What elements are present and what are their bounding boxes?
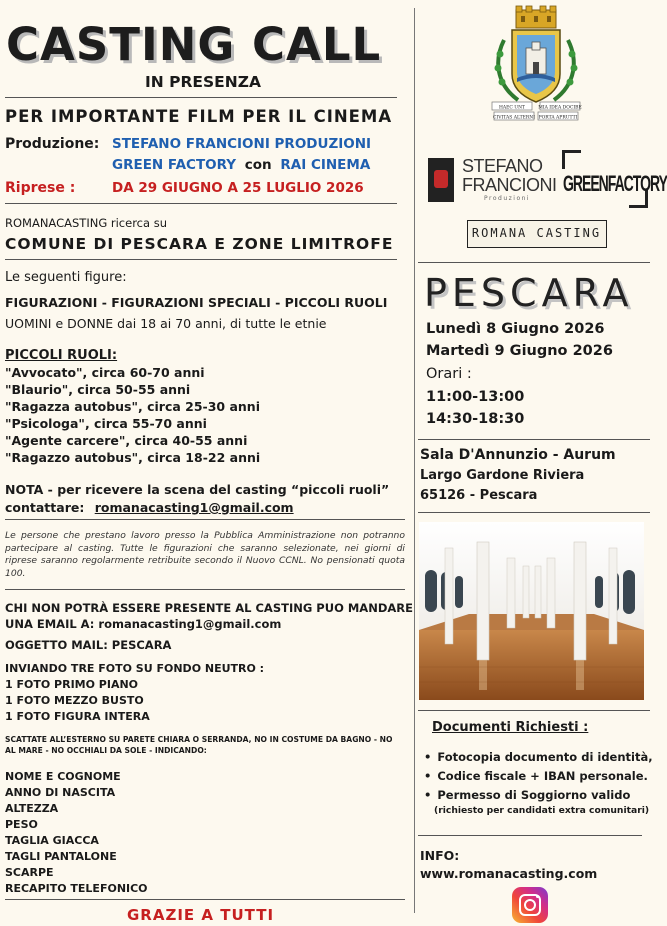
figures-intro: Le seguenti figure: xyxy=(5,270,127,285)
thanks-text: GRAZIE A TUTTI xyxy=(127,906,275,924)
list-item: "Psicologa", circa 55-70 anni xyxy=(5,416,207,431)
page-subtitle: IN PRESENZA xyxy=(145,73,261,91)
venue-street: Largo Gardone Riviera xyxy=(420,468,585,483)
list-item: • Permesso di Soggiorno valido xyxy=(424,788,631,802)
production-label: Produzione: xyxy=(5,136,100,152)
production-line-2 xyxy=(112,157,370,173)
bullet-icon: • xyxy=(424,750,432,764)
schedule-hours-label: Orari : xyxy=(426,366,472,382)
divider xyxy=(418,835,642,836)
list-item: ALTEZZA xyxy=(5,802,59,815)
divider xyxy=(5,259,397,260)
francioni-mark-icon xyxy=(428,158,454,202)
note-contact xyxy=(5,499,294,516)
francioni-name-1: STEFANO xyxy=(462,156,543,176)
shoot-dates: DA 29 GIUGNO A 25 LUGLIO 2026 xyxy=(112,180,364,196)
contact-email-link[interactable]: romanacasting1@gmail.com xyxy=(94,500,294,515)
column-divider xyxy=(414,8,415,913)
fields-list xyxy=(5,769,148,897)
info-website-link[interactable]: www.romanacasting.com xyxy=(420,866,598,881)
list-item: RECAPITO TELEFONICO xyxy=(5,882,148,895)
list-item: NOME E COGNOME xyxy=(5,770,121,783)
divider xyxy=(418,512,650,513)
list-item: 1 FOTO PRIMO PIANO xyxy=(5,678,139,691)
venue-city: 65126 - Pescara xyxy=(420,488,538,503)
list-item: PESO xyxy=(5,818,38,831)
list-item: "Ragazzo autobus", circa 18-22 anni xyxy=(5,450,261,465)
crest-ribbon-text: CIVITAS ALTERNI xyxy=(492,115,536,121)
green-factory-text: GREEN FACTORY xyxy=(112,157,237,173)
list-item: "Ragazza autobus", circa 25-30 anni xyxy=(5,399,260,414)
photos-list xyxy=(5,677,150,725)
list-item: • Codice fiscale + IBAN personale. xyxy=(424,769,648,783)
rai-cinema-text: RAI CINEMA xyxy=(280,157,371,173)
bullet-icon: • xyxy=(424,788,432,802)
shoot-label: Riprese : xyxy=(5,180,76,196)
info-label: INFO: xyxy=(420,848,460,863)
crest-ribbon-text: HAEC UNT xyxy=(498,105,526,111)
schedule-day-2: Martedì 9 Giugno 2026 xyxy=(426,343,613,359)
documents-list xyxy=(424,748,653,805)
roles-list xyxy=(5,364,260,466)
schedule-time-2: 14:30-18:30 xyxy=(426,411,525,427)
documents-heading: Documenti Richiesti : xyxy=(432,720,589,735)
page-title: CASTING CALL xyxy=(6,18,382,71)
francioni-tag: Produzioni xyxy=(484,195,531,202)
romana-casting-text: ROMANA CASTING xyxy=(471,226,602,240)
greenfactory-text: GREENFACTORY xyxy=(563,170,667,196)
francioni-name-2: FRANCIONI xyxy=(462,175,557,195)
divider xyxy=(5,519,405,520)
list-item: 1 FOTO FIGURA INTERA xyxy=(5,710,150,723)
list-item: "Avvocato", circa 60-70 anni xyxy=(5,365,205,380)
list-item: • Fotocopia documento di identità, xyxy=(424,750,653,764)
divider xyxy=(5,899,405,900)
instagram-icon[interactable] xyxy=(512,887,548,923)
contact-label: contattare: xyxy=(5,500,85,515)
bullet-icon: • xyxy=(424,769,432,783)
tagline: PER IMPORTANTE FILM PER IL CINEMA xyxy=(5,107,393,126)
crest-ribbon-text: PORTA APRUTTI xyxy=(538,115,578,121)
remote-line-2: UNA EMAIL A: romanacasting1@gmail.com xyxy=(5,617,282,631)
divider xyxy=(5,97,397,98)
city-heading: PESCARA xyxy=(424,271,634,315)
pescara-crest-logo xyxy=(488,4,584,128)
search-intro: ROMANACASTING ricerca su xyxy=(5,216,167,230)
schedule-time-1: 11:00-13:00 xyxy=(426,389,525,405)
divider xyxy=(418,262,650,263)
list-item: "Agente carcere", circa 40-55 anni xyxy=(5,433,248,448)
remote-line-1: CHI NON POTRÀ ESSERE PRESENTE AL CASTING PUO MANDARE xyxy=(5,601,413,615)
con-text: con xyxy=(244,157,272,173)
divider xyxy=(5,203,397,204)
list-item: ANNO DI NASCITA xyxy=(5,786,116,799)
romana-casting-logo xyxy=(467,220,607,248)
greenfactory-logo xyxy=(562,150,667,208)
production-line-1: STEFANO FRANCIONI PRODUZIONI xyxy=(112,136,372,152)
photo-note: SCATTATE ALL’ESTERNO SU PARETE CHIARA O SERRANDA, NO IN COSTUME DA BAGNO - NO AL MARE - NO OCCHIALI DA SOLE - INDICANDO: xyxy=(5,735,393,755)
divider xyxy=(5,589,405,590)
venue-name: Sala D'Annunzio - Aurum xyxy=(420,447,616,463)
list-item: TAGLI PANTALONE xyxy=(5,850,117,863)
note-line: NOTA - per ricevere la scena del casting “piccoli ruoli” xyxy=(5,482,390,497)
roles-heading: PICCOLI RUOLI: xyxy=(5,348,118,363)
photos-heading: INVIANDO TRE FOTO SU FONDO NEUTRO : xyxy=(5,662,265,675)
crest-ribbon-text: MIA IDEA DOCIBE xyxy=(538,105,582,111)
documents-note: (richiesto per candidati extra comunitari) xyxy=(434,805,650,816)
schedule-day-1: Lunedì 8 Giugno 2026 xyxy=(426,321,605,337)
search-area: COMUNE DI PESCARA E ZONE LIMITROFE xyxy=(5,235,394,253)
francioni-logo xyxy=(428,158,556,204)
mail-subject: OGGETTO MAIL: PESCARA xyxy=(5,638,172,652)
list-item: TAGLIA GIACCA xyxy=(5,834,99,847)
divider xyxy=(418,439,650,440)
divider xyxy=(418,710,650,711)
list-item: SCARPE xyxy=(5,866,54,879)
figures-types: FIGURAZIONI - FIGURAZIONI SPECIALI - PICCOLI RUOLI xyxy=(5,295,388,310)
list-item: "Blaurio", circa 50-55 anni xyxy=(5,382,191,397)
figures-people: UOMINI e DONNE dai 18 ai 70 anni, di tutte le etnie xyxy=(5,316,327,331)
right-column xyxy=(416,0,667,926)
disclaimer: Le persone che prestano lavoro presso la Pubblica Amministrazione non potranno partecipare al casting. Tutte le figurazioni che saranno selezionate, nei giorni di riprese saranno regolarmente retribuite secondo il Nuovo CCNL. No pensionati quota 100. xyxy=(5,530,405,579)
list-item: 1 FOTO MEZZO BUSTO xyxy=(5,694,144,707)
venue-photo xyxy=(419,522,644,700)
